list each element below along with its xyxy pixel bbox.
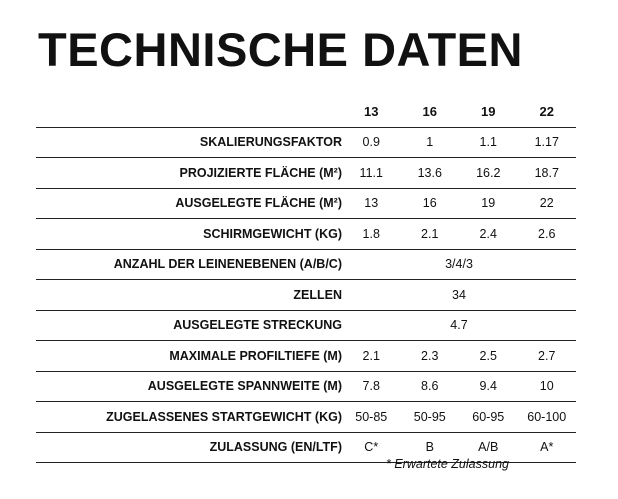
row-label: AUSGELEGTE FLÄCHE (M²) — [36, 188, 342, 219]
row-value: 18.7 — [518, 158, 577, 189]
row-value: 22 — [518, 188, 577, 219]
size-header: 13 — [342, 97, 401, 127]
row-value: 0.9 — [342, 127, 401, 158]
row-label: AUSGELEGTE STRECKUNG — [36, 310, 342, 341]
row-value: 1.8 — [342, 219, 401, 250]
table-row — [36, 371, 576, 402]
table-row — [36, 341, 576, 372]
row-value-merged: 4.7 — [342, 310, 576, 341]
header-label-cell — [36, 97, 342, 127]
row-label: ZELLEN — [36, 280, 342, 311]
row-value: 60-100 — [518, 402, 577, 433]
row-value: 2.3 — [401, 341, 460, 372]
size-header: 16 — [401, 97, 460, 127]
row-value: B — [401, 432, 460, 463]
row-value-merged: 34 — [342, 280, 576, 311]
row-value: 50-85 — [342, 402, 401, 433]
page-title: TECHNISCHE DATEN — [38, 23, 523, 76]
row-value: 2.4 — [459, 219, 518, 250]
row-label: SKALIERUNGSFAKTOR — [36, 127, 342, 158]
table-row — [36, 158, 576, 189]
row-label: PROJIZIERTE FLÄCHE (M²) — [36, 158, 342, 189]
row-value: 8.6 — [401, 371, 460, 402]
size-header-row — [36, 97, 576, 127]
row-value: 1.1 — [459, 127, 518, 158]
row-value: 9.4 — [459, 371, 518, 402]
row-value: 1 — [401, 127, 460, 158]
row-label: ZULASSUNG (EN/LTF) — [36, 432, 342, 463]
footnote: * Erwartete Zulassung — [386, 457, 509, 471]
size-header: 19 — [459, 97, 518, 127]
row-value: A* — [518, 432, 577, 463]
table-row — [36, 280, 576, 311]
row-value: 16.2 — [459, 158, 518, 189]
row-value: 19 — [459, 188, 518, 219]
table-row — [36, 219, 576, 250]
table-row — [36, 310, 576, 341]
specs-table — [36, 97, 576, 463]
row-value: A/B — [459, 432, 518, 463]
row-value: 1.17 — [518, 127, 577, 158]
row-value-merged: 3/4/3 — [342, 249, 576, 280]
row-value: C* — [342, 432, 401, 463]
row-value: 60-95 — [459, 402, 518, 433]
row-value: 2.1 — [401, 219, 460, 250]
row-label: AUSGELEGTE SPANNWEITE (M) — [36, 371, 342, 402]
row-label: ANZAHL DER LEINENEBENEN (A/B/C) — [36, 249, 342, 280]
row-value: 2.6 — [518, 219, 577, 250]
row-value: 2.5 — [459, 341, 518, 372]
table-row — [36, 249, 576, 280]
row-value: 10 — [518, 371, 577, 402]
size-header: 22 — [518, 97, 577, 127]
row-value: 11.1 — [342, 158, 401, 189]
table-row — [36, 127, 576, 158]
row-value: 50-95 — [401, 402, 460, 433]
row-label: ZUGELASSENES STARTGEWICHT (KG) — [36, 402, 342, 433]
row-value: 2.7 — [518, 341, 577, 372]
table-row — [36, 402, 576, 433]
table-row — [36, 188, 576, 219]
row-value: 7.8 — [342, 371, 401, 402]
row-label: SCHIRMGEWICHT (KG) — [36, 219, 342, 250]
row-label: MAXIMALE PROFILTIEFE (M) — [36, 341, 342, 372]
row-value: 16 — [401, 188, 460, 219]
row-value: 2.1 — [342, 341, 401, 372]
row-value: 13 — [342, 188, 401, 219]
row-value: 13.6 — [401, 158, 460, 189]
